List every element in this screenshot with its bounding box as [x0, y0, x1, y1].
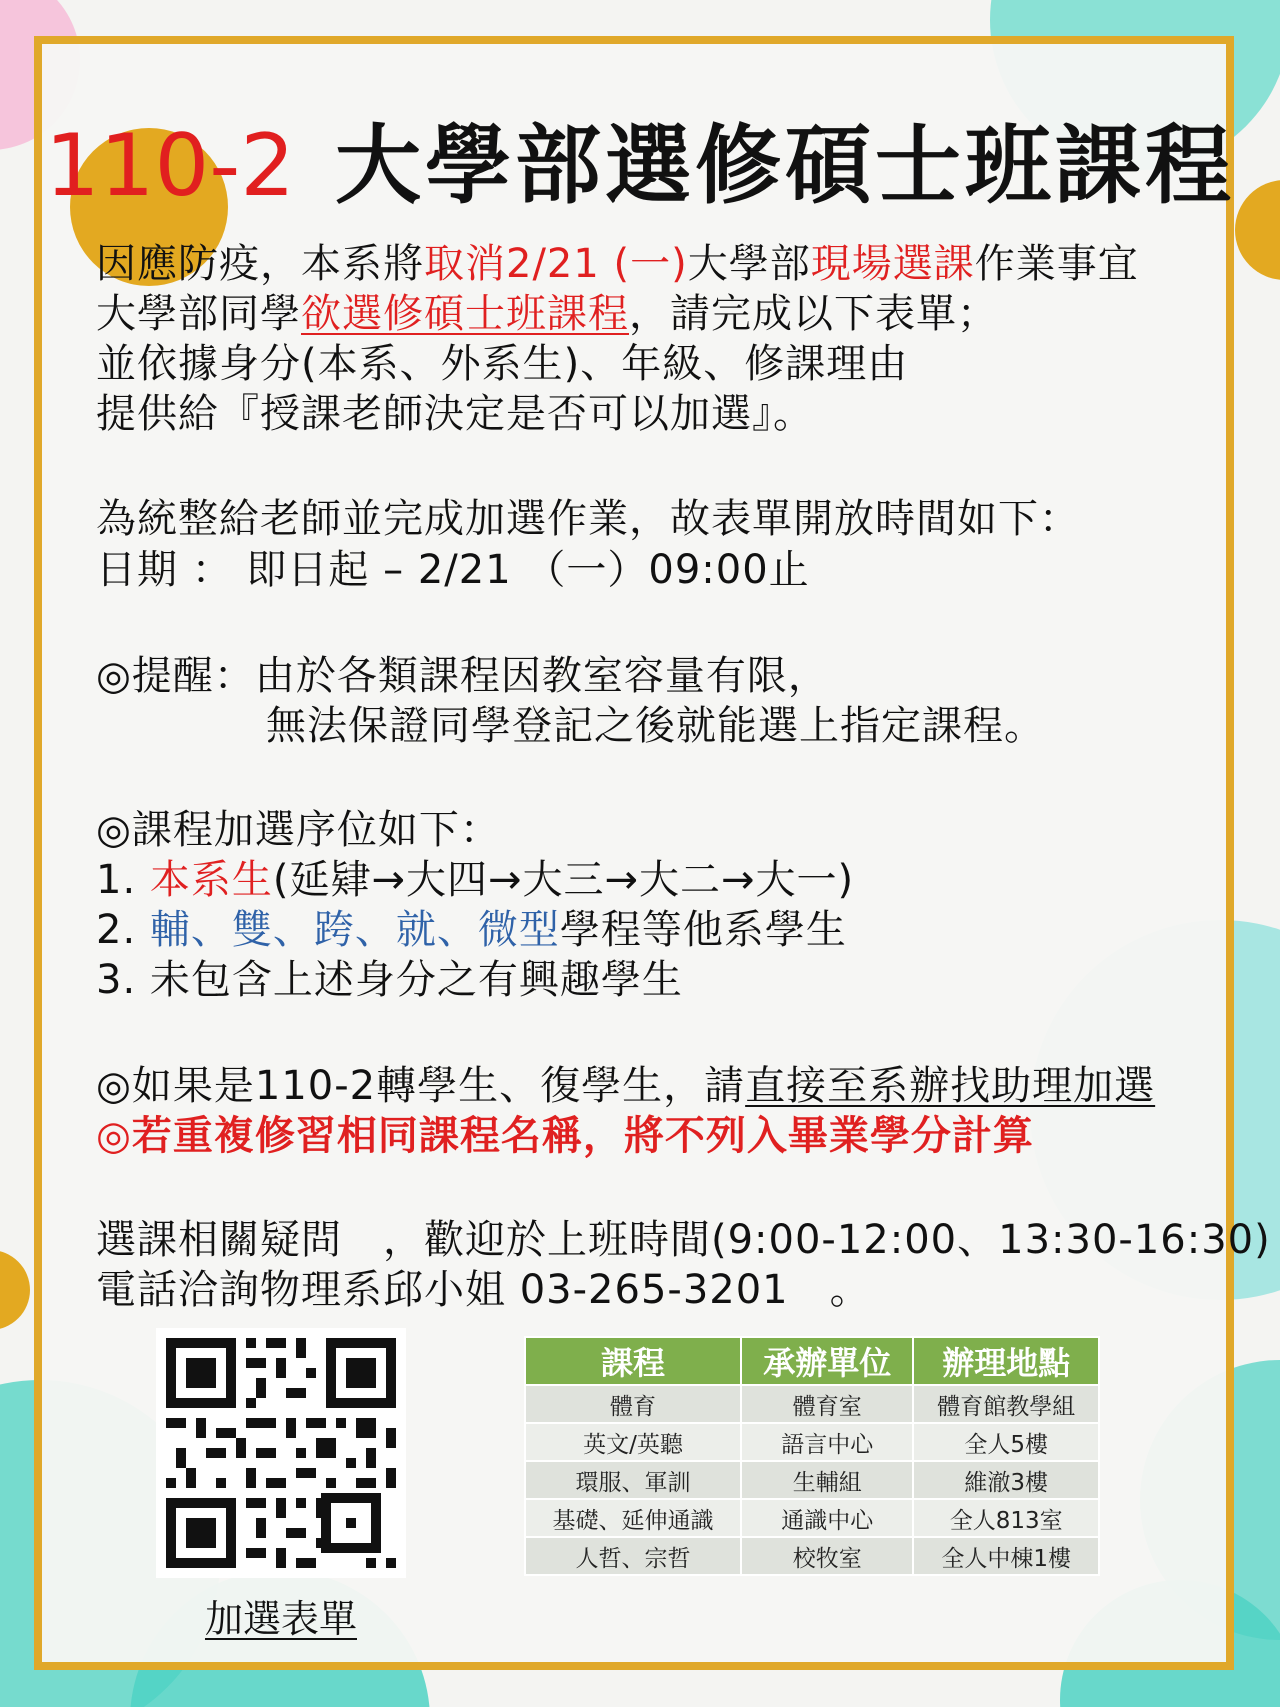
table-cell: 英文/英聽	[525, 1423, 741, 1461]
schedule-line-1: 為統整給老師並完成加選作業，故表單開放時間如下：	[96, 496, 1080, 542]
transfer-note	[96, 1062, 1155, 1110]
table-cell: 體育室	[741, 1385, 913, 1423]
header-course: 課程	[525, 1337, 741, 1385]
priority-text: (延肄→大四→大三→大二→大一)	[272, 857, 855, 903]
program-types-highlight: 輔、雙、跨、就、微型	[149, 907, 560, 953]
intro-text: 因應防疫，本系將	[96, 241, 424, 287]
table-cell: 維澈3樓	[913, 1461, 1099, 1499]
intro-text: 大學部同學	[96, 291, 301, 337]
table-row	[525, 1461, 1099, 1499]
priority-item-2	[96, 906, 847, 954]
intro-line-2	[96, 290, 998, 338]
page-title	[0, 96, 1280, 220]
contact-line-2: 電話洽詢物理系邱小姐 03-265-3201 。	[96, 1267, 871, 1313]
priority-item-3: 3. 未包含上述身分之有興趣學生	[96, 957, 683, 1003]
schedule-date-line: 日期 ： 即日起 – 2/21 （一）09:00止	[96, 547, 810, 593]
graduate-course-highlight: 欲選修碩士班課程	[301, 291, 629, 337]
contact-line-1: 選課相關疑問 ，歡迎於上班時間(9:00-12:00、13:30-16:30)	[96, 1217, 1271, 1263]
table-row	[525, 1423, 1099, 1461]
table-cell: 通識中心	[741, 1499, 913, 1537]
priority-number: 1.	[96, 857, 150, 903]
header-unit: 承辦單位	[741, 1337, 913, 1385]
qr-code[interactable]	[156, 1328, 406, 1578]
priority-text: 學程等他系學生	[559, 907, 847, 953]
table-header-row	[525, 1337, 1099, 1385]
intro-text: 作業事宜	[974, 241, 1139, 287]
onsite-selection-highlight: 現場選課	[810, 241, 975, 287]
cancel-date-highlight: 取消2/21 (一)	[424, 241, 688, 287]
table-row	[525, 1537, 1099, 1575]
reminder-line-1: ◎提醒：由於各類課程因教室容量有限，	[96, 653, 829, 699]
title-main: 大學部選修碩士班課程	[334, 116, 1235, 216]
table-cell: 基礎、延伸通識	[525, 1499, 741, 1537]
intro-text: ，請完成以下表單；	[629, 291, 998, 337]
table-cell: 全人813室	[913, 1499, 1099, 1537]
table-cell: 語言中心	[741, 1423, 913, 1461]
intro-line-1	[96, 240, 1139, 288]
header-location: 辦理地點	[913, 1337, 1099, 1385]
course-units-table	[524, 1336, 1100, 1576]
intro-line-3: 並依據身分(本系、外系生)、年級、修課理由	[96, 341, 909, 387]
repeat-course-warning: ◎若重複修習相同課程名稱，將不列入畢業學分計算	[96, 1113, 1034, 1159]
table-cell: 校牧室	[741, 1537, 913, 1575]
table-cell: 人哲、宗哲	[525, 1537, 741, 1575]
intro-text: 大學部	[687, 241, 811, 287]
priority-heading: ◎課程加選序位如下：	[96, 807, 501, 853]
table-cell: 全人5樓	[913, 1423, 1099, 1461]
table-cell: 全人中棟1樓	[913, 1537, 1099, 1575]
contact-office-highlight: 直接至系辦找助理加選	[745, 1063, 1156, 1109]
add-course-form-label[interactable]: 加選表單	[204, 1597, 357, 1641]
own-department-highlight: 本系生	[149, 857, 273, 903]
table-row	[525, 1385, 1099, 1423]
table-cell: 環服、軍訓	[525, 1461, 741, 1499]
priority-item-1	[96, 856, 854, 904]
reminder-line-2: 無法保證同學登記之後就能選上指定課程。	[266, 703, 1045, 749]
transfer-note-text: ◎如果是110-2轉學生、復學生，請	[96, 1063, 746, 1109]
table-cell: 生輔組	[741, 1461, 913, 1499]
title-semester-code: 110-2	[45, 116, 295, 216]
table-cell: 體育館教學組	[913, 1385, 1099, 1423]
table-row	[525, 1499, 1099, 1537]
priority-number: 2.	[96, 907, 150, 953]
intro-line-4: 提供給『授課老師決定是否可以加選』。	[96, 391, 814, 437]
table-cell: 體育	[525, 1385, 741, 1423]
